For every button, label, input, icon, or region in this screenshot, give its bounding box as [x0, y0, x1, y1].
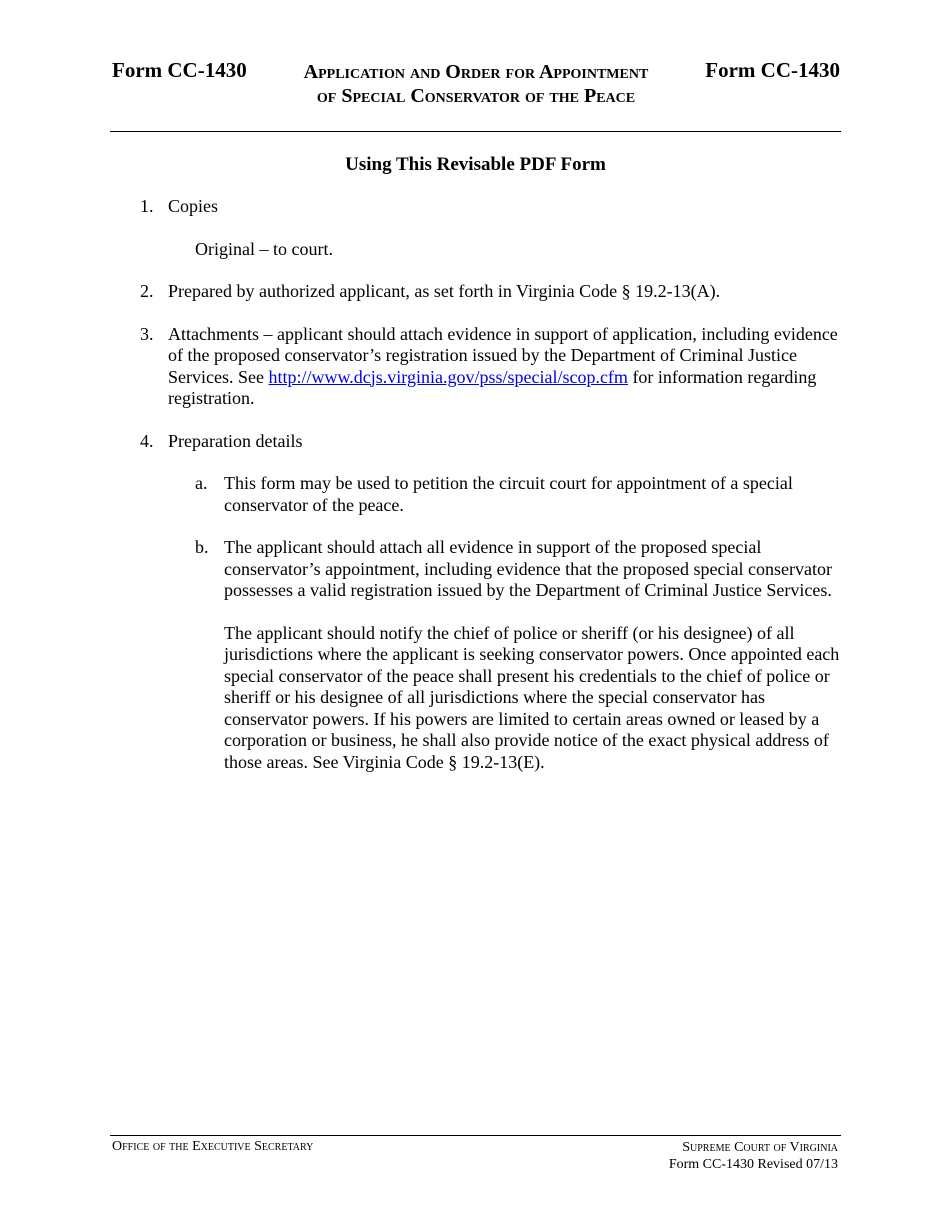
- list-item-attachments: [140, 324, 840, 410]
- footer-office: Office of the Executive Secretary: [112, 1139, 314, 1154]
- subitem-text-notify: The applicant should notify the chief of police or sheriff (or his designee) of all jurisdictions where the applicant is seeking conservator powers. Once appointed each special conservator of the peace shall present his credentials to the chief of police or sheriff or his designee of all jurisdictions where the special conservator has conservator powers. If his powers are limited to certain areas owned or leased by a corporation or business, he shall also provide notice of the exact physical address of those areas. See Virginia Code § 19.2-13(E).: [224, 622, 840, 772]
- item-text-before-link: Attachments – applicant should attach evidence in support of application, including evidence of the proposed conservator’s registration issued by the Department of Criminal Justice Services. See: [168, 323, 838, 387]
- header-divider: [110, 131, 841, 132]
- subitem-letter: b.: [195, 537, 209, 557]
- sublist-item-a: [195, 473, 840, 516]
- item-text: [168, 324, 840, 410]
- footer-court: Supreme Court of Virginia: [682, 1140, 838, 1155]
- section-heading: Using This Revisable PDF Form: [345, 154, 606, 175]
- form-title-line2: of Special Conservator of the Peace: [316, 85, 636, 107]
- sublist-item-b: [195, 537, 840, 773]
- footer-court-info: [669, 1139, 838, 1173]
- item-number: 2.: [140, 281, 154, 301]
- form-header: [112, 56, 840, 116]
- item-text: Prepared by authorized applicant, as set forth in Virginia Code § 19.2-13(A).: [168, 281, 721, 301]
- registration-link[interactable]: http://www.dcjs.virginia.gov/pss/special/scop.cfm: [268, 366, 628, 387]
- subitem-text: The applicant should attach all evidence in support of the proposed special conservator’s appointment, including evidence that the proposed special conservator possesses a valid registration issued by the Department of Criminal Justice Services.: [224, 537, 832, 600]
- list-item-prepared-by: [140, 281, 840, 303]
- item-text: Copies: [168, 196, 219, 216]
- form-id-left: Form CC-1430: [112, 58, 247, 82]
- subitem-letter: a.: [195, 473, 208, 493]
- item-text-after-link: for information regarding registration.: [168, 366, 817, 408]
- item-number: 4.: [140, 430, 154, 451]
- preparation-sublist: [168, 473, 840, 773]
- list-item-preparation-details: [140, 431, 840, 774]
- form-id-right: Form CC-1430: [705, 58, 840, 82]
- item-subtext: Original – to court.: [195, 238, 333, 259]
- footer-form-revision: Form CC-1430 Revised 07/13: [668, 1157, 838, 1172]
- subitem-text: This form may be used to petition the circuit court for appointment of a special conservator of the peace.: [224, 473, 793, 515]
- form-title-line1: Application and Order for Appointment: [303, 61, 649, 83]
- footer-divider: [110, 1135, 841, 1136]
- item-number: 1.: [140, 196, 154, 216]
- item-number: 3.: [140, 323, 154, 344]
- list-item-copies: [140, 196, 840, 260]
- item-text: Preparation details: [168, 430, 303, 451]
- instruction-list: [140, 196, 840, 794]
